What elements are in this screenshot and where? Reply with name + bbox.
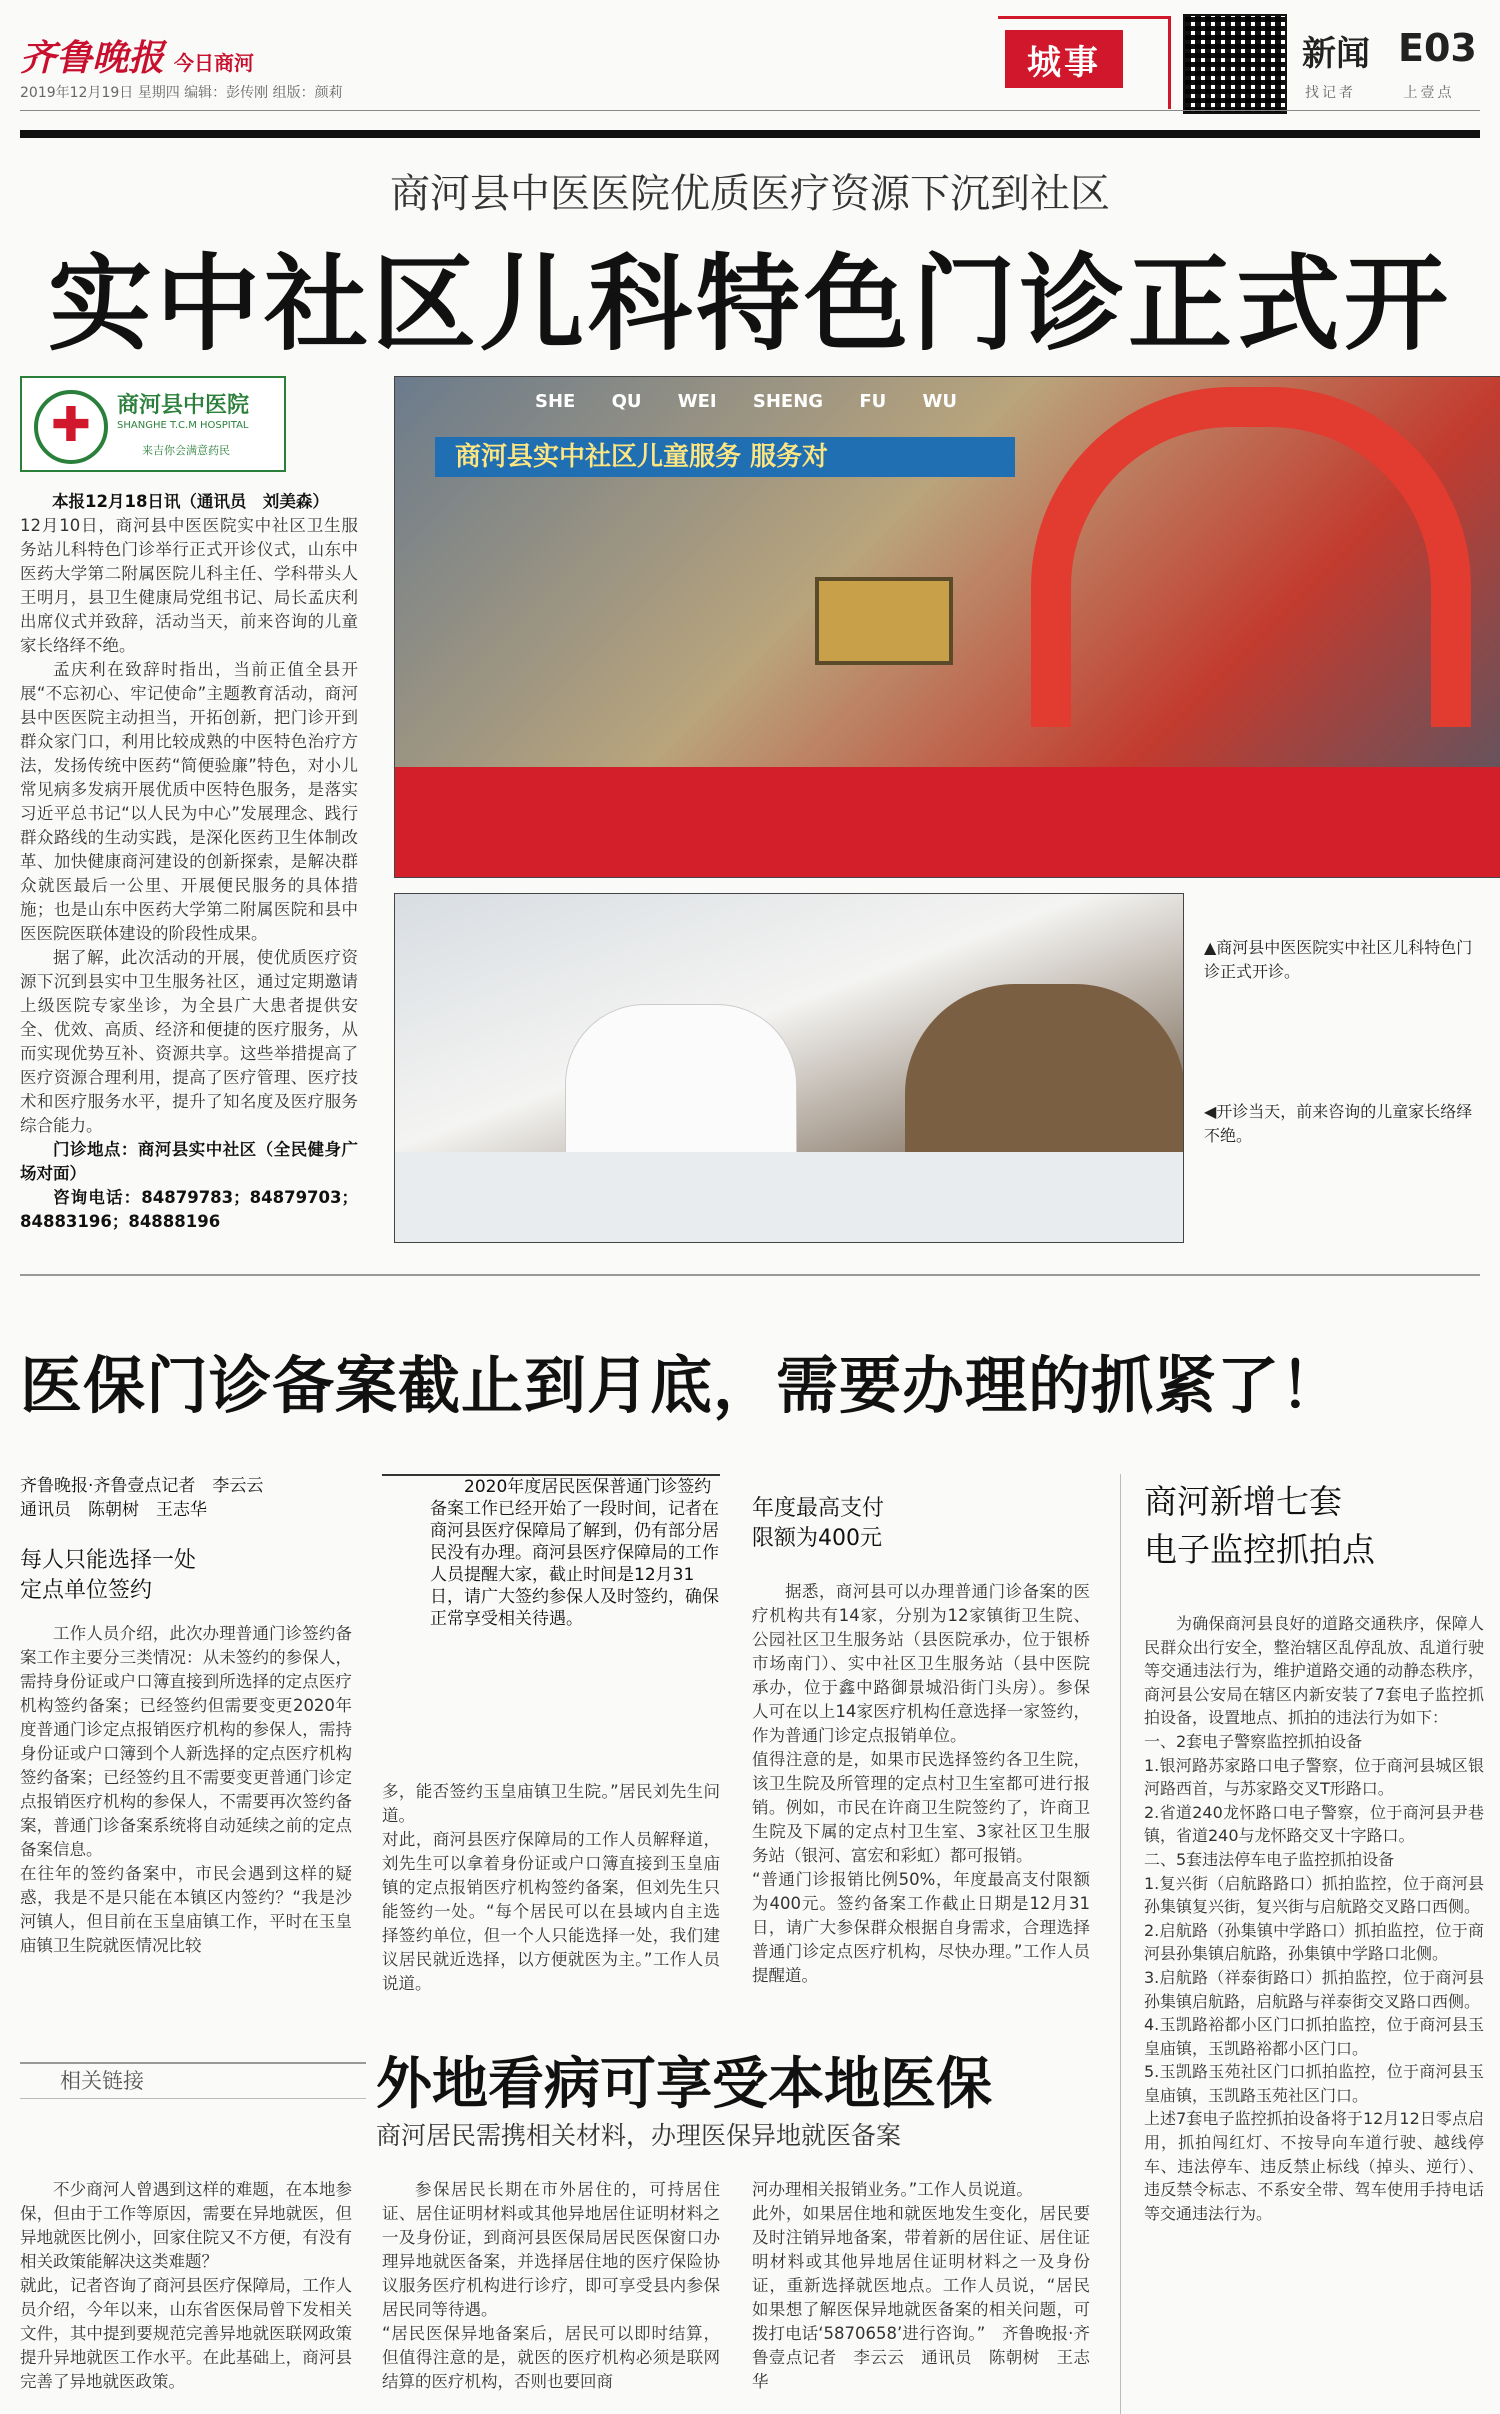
lead-paragraph: 12月10日，商河县中医医院实中社区卫生服务站儿科特色门诊举行正式开诊仪式，山东中医药大学第二附属医院儿科主任、学科带头人王明月，县卫生健康局党组书记、局长孟庆利出席仪式并致辞，活动当天，前来咨询的儿童家长络绎不绝。	[20, 516, 358, 655]
header-thin-rule	[20, 110, 1480, 111]
dateline: 2019年12月19日 星期四 编辑：彭传刚 组版：颜莉	[20, 85, 343, 101]
insurance-subhead-2: 年度最高支付 限额为400元	[752, 1496, 885, 1551]
lead-headline: 实中社区儿科特色门诊正式开	[47, 243, 1452, 365]
newspaper-logo: 齐鲁晚报 今日商河	[20, 37, 255, 79]
insurance-col-1	[20, 1474, 352, 1958]
photo-caption-1: ▲商河县中医医院实中社区儿科特色门诊正式开诊。	[1204, 938, 1473, 981]
lead-kicker: 商河县中医医院优质医疗资源下沉到社区	[390, 171, 1110, 217]
insurance-lead: 2020年度居民医保普通门诊签约备案工作已经开始了一段时间，记者在商河县医疗保障局了解到，仍有部分居民没有办理。商河县医疗保障局的工作人员提醒大家，截止时间是12月31日，请广大签约参保人及时签约，确保正常享受相关待遇。	[430, 1477, 719, 1629]
inflatable-arch	[1031, 387, 1471, 727]
red-carpet	[395, 767, 1500, 877]
page-number: E03	[1398, 26, 1477, 70]
lead-byline: 本报12月18日讯（通讯员 刘美森）	[52, 492, 329, 511]
lead-body	[20, 490, 358, 1234]
remote-headline: 外地看病可享受本地医保	[376, 2052, 992, 2117]
consultation-photo	[394, 893, 1184, 1243]
red-cross-icon: ✚	[34, 390, 108, 464]
desk	[395, 1152, 1183, 1242]
lead-paragraph: 孟庆利在致辞时指出，当前正值全县开展“不忘初心、牢记使命”主题教育活动，商河县中医医院主动担当，开拓创新，把门诊开到群众家门口，利用比较成熟的中医特色治疗方法，发扬传统中医药“简便验廉”特色，对小儿常见病多发病开展优质中医特色服务，是落实习近平总书记“以人民为中心”发展理念、践行群众路线的生动实践，是深化医药卫生体制改革、加快健康商河建设的创新探索，是解决群众就医最后一公里、开展便民服务的具体措施；也是山东中医药大学第二附属医院和县中医医院医联体建设的阶段性成果。	[20, 660, 358, 943]
insurance-headline: 医保门诊备案截止到月底，需要办理的抓紧了！	[20, 1349, 1344, 1422]
hospital-name-en: SHANGHE T.C.M HOSPITAL	[117, 420, 249, 431]
traffic-headline: 商河新增七套 电子监控抓拍点	[1144, 1482, 1375, 1569]
remote-col-2: 参保居民长期在市外居住的，可持居住证、居住证明材料或其他异地居住证明材料之一及身份证，到商河县医保局居民医保窗口办理异地就医备案，并选择居住地的医疗保险协议服务医疗机构进行诊疗，即可享受县内参保居民同等待遇。 “居民医保异地备案后，居民可以即时结算，但值得注意的是，就医的医疗机构必须是联网结算的医疗机构，否则也要回商	[382, 2180, 720, 2391]
qr-code-icon	[1183, 14, 1287, 114]
column-divider	[1120, 1474, 1121, 2414]
remote-subheadline: 商河居民需携相关材料，办理医保异地就医备案	[376, 2121, 902, 2150]
traffic-body: 为确保商河县良好的道路交通秩序，保障人民群众出行安全，整治辖区乱停乱放、乱道行驶等交通违法行为，维护道路交通的动静态秩序，商河县公安局在辖区内新安装了7套电子监控抓拍设备，设置地点、抓拍的违法行为如下： 一、2套电子警察监控抓拍设备 1.银河路苏家路口电子警察，位于商河县城区银河路西首，与苏家路交叉T形路口。 2.省道240龙怀路口电子警察，位于商河县尹巷镇，省道240与龙怀路交叉十字路口。 二、5套违法停车电子监控抓拍设备 1.复兴街（启航路路口）抓拍监控，位于商河县孙集镇复兴街，复兴街与启航路交叉路口西侧。 2.启航路（孙集镇中学路口）抓拍监控，位于商河县孙集镇启航路，孙集镇中学路口北侧。 3.启航路（祥泰街路口）抓拍监控，位于商河县孙集镇启航路，启航路与祥泰街交叉路口西侧。 4.玉凯路裕都小区门口抓拍监控，位于商河县玉皇庙镇，玉凯路裕都小区门口。 5.玉凯路玉苑社区门口抓拍监控，位于商河县玉皇庙镇，玉凯路玉苑社区门口。 上述7套电子监控抓拍设备将于12月12日零点启用，抓拍闯红灯、不按导向车道行驶、越线停车、违法停车、违反禁止标线（掉头、逆行）、违反禁令标志、不系安全带、驾车使用手持电话等交通违法行为。	[1144, 1614, 1484, 2223]
photo-caption-2: ◀开诊当天，前来咨询的儿童家长络绎不绝。	[1204, 1102, 1473, 1145]
insurance-byline: 齐鲁晚报·齐鲁壹点记者 李云云 通讯员 陈朝树 王志华	[20, 1476, 264, 1520]
insurance-col-3	[752, 1494, 1090, 1988]
related-link-label: 相关链接	[20, 2062, 366, 2099]
page-sub: 找记者 上壹点	[1305, 85, 1455, 101]
photo-letters: SHE QU WEI SHENG FU WU	[535, 391, 957, 412]
clinic-signboard: 商河县实中社区儿童服务 服务对	[435, 437, 1015, 477]
insurance-subhead-1: 每人只能选择一处 定点单位签约	[20, 1548, 197, 1603]
section-divider	[20, 1274, 1480, 1276]
remote-col-3: 河办理相关报销业务。”工作人员说道。 此外，如果居住地和就医地发生变化，居民要及时注销异地备案，带着新的居住证、居住证明材料或其他异地居住证明材料之一及身份证，重新选择就医地点。工作人员说，“居民如果想了解医保异地就医备案的相关问题，可拨打电话‘5870658’进行咨询。” 齐鲁晚报·齐鲁壹点记者 李云云 通讯员 陈朝树 王志华	[752, 2180, 1090, 2391]
hospital-name: 商河县中医院	[117, 393, 250, 418]
page-label: 新闻	[1302, 34, 1370, 74]
insurance-col-2: 多，能否签约玉皇庙镇卫生院。”居民刘先生问道。 对此，商河县医疗保障局的工作人员解释道，刘先生可以拿着身份证或户口簿直接到玉皇庙镇的定点报销医疗机构签约备案，但刘先生只能签约一处。“每个居民可以在县域内自主选择签约单位，但一个人只能选择一处，我们建议居民就近选择，以方便就医为主。”工作人员说道。	[382, 1782, 720, 1993]
edition-label: 今日商河	[174, 51, 255, 75]
insurance-col-1-text: 工作人员介绍，此次办理普通门诊签约备案工作主要分三类情况：从未签约的参保人，需持身份证或户口簿直接到所选择的定点医疗机构签约备案；已经签约但需要变更2020年度普通门诊定点报销医疗机构的参保人，需持身份证或户口簿到个人新选择的定点医疗机构签约备案；已经签约且不需要变更普通门诊定点报销医疗机构的参保人，不需要再次签约备案，普通门诊备案系统将自动延续之前的定点备案信息。 在往年的签约备案中，市民会遇到这样的疑惑，我是不是只能在本镇区内签约？“我是沙河镇人，但目前在玉皇庙镇工作，平时在玉皇庙镇卫生院就医情况比较	[20, 1624, 352, 1955]
clinic-address: 门诊地点：商河县实中社区（全民健身广场对面）	[20, 1140, 358, 1183]
lead-paragraph: 据了解，此次活动的开展，使优质医疗资源下沉到县实中卫生服务社区，通过定期邀请上级医院专家坐诊，为全县广大患者提供安全、优效、高质、经济和便捷的医疗服务，从而实现优势互补、资源共享。这些举措提高了医疗资源合理利用，提高了医疗管理、医疗技术和医疗服务水平，提升了知名度及医疗服务综合能力。	[20, 948, 358, 1135]
section-tag: 城事	[1005, 30, 1123, 88]
hospital-slogan: 来吉你会满意药民	[142, 444, 230, 457]
header-rule	[20, 130, 1480, 138]
hospital-logo	[20, 376, 286, 472]
opening-ceremony-photo	[394, 376, 1500, 878]
remote-col-1: 不少商河人曾遇到这样的难题，在本地参保，但由于工作等原因，需要在异地就医，但异地就医比例小，回家住院又不方便，有没有相关政策能解决这类难题？ 就此，记者咨询了商河县医疗保障局，工作人员介绍，今年以来，山东省医保局曾下发相关文件，其中提到要规范完善异地就医联网政策提升异地就医工作水平。在此基础上，商河县完善了异地就医政策。	[20, 2180, 352, 2391]
unveiled-plaque	[815, 577, 953, 665]
clinic-phone: 咨询电话：84879783；84879703；84883196；84888196	[20, 1188, 358, 1231]
insurance-col-3-text: 据悉，商河县可以办理普通门诊备案的医疗机构共有14家，分别为12家镇街卫生院、公园社区卫生服务站（县医院承办，位于银桥市场南门）、实中社区卫生服务站（县中医院承办，位于鑫中路御景城沿街门头房）。参保人可在以上14家医疗机构任意选择一家签约，作为普通门诊定点报销单位。 值得注意的是，如果市民选择签约各卫生院，该卫生院及所管理的定点村卫生室都可进行报销。例如，市民在许商卫生院签约了，许商卫生院及下属的定点村卫生室、3家社区卫生服务站（银河、富宏和彩虹）都可报销。 “普通门诊报销比例50%，年度最高支付限额为400元。签约备案工作截止日期是12月31日，请广大参保群众根据自身需求，合理选择普通门诊定点医疗机构，尽快办理。”工作人员提醒道。	[752, 1582, 1090, 1985]
